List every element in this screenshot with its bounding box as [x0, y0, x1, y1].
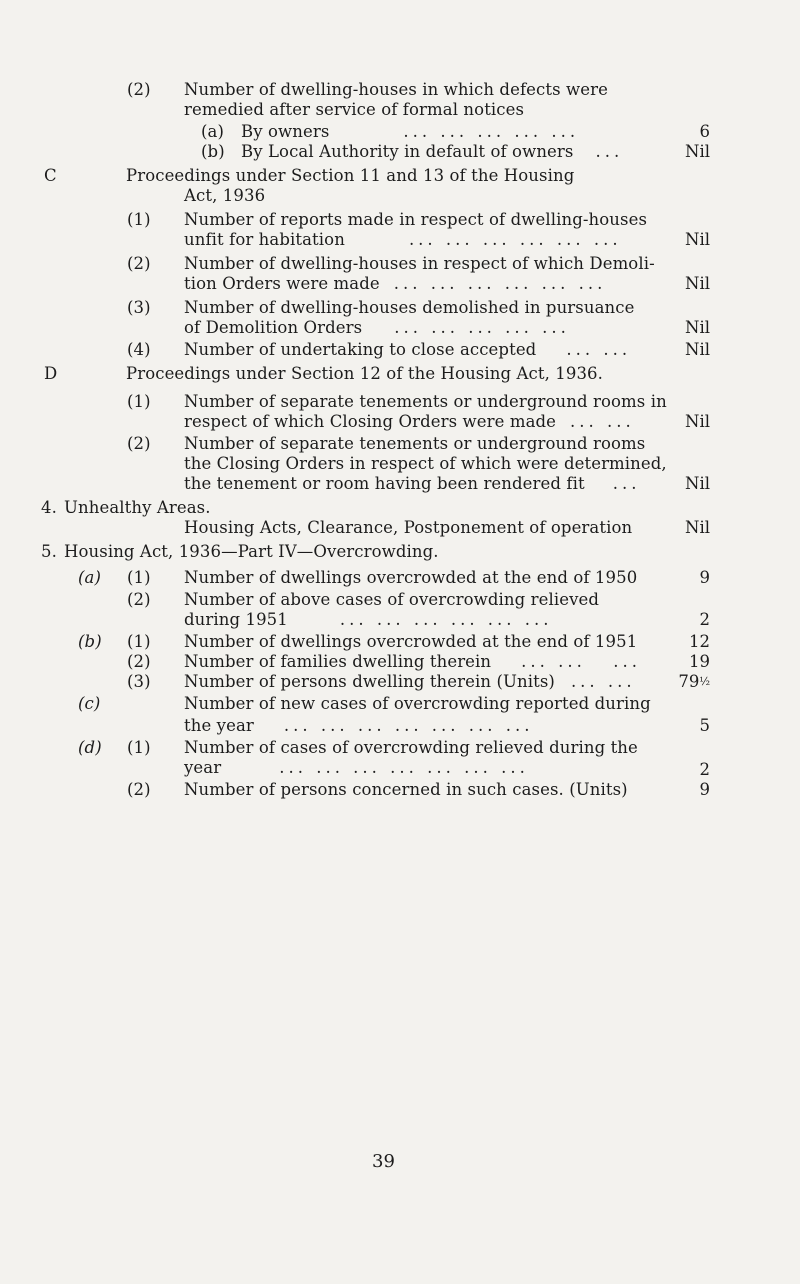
section-heading: Act, 1936 [184, 186, 266, 205]
item-value: Nil [685, 412, 710, 431]
item-text: remedied after service of formal notices [184, 100, 525, 119]
subsection-letter: (c) [78, 694, 101, 713]
item-number: (2) [127, 434, 151, 453]
item-text: Number of dwelling-houses in which defects were [184, 80, 608, 99]
section-heading: Housing Act, 1936—Part IV—Overcrowding. [64, 542, 439, 561]
item-number: (2) [127, 590, 151, 609]
subsection-letter: (b) [78, 632, 102, 651]
item-text: unfit for habitation ... ... ... ... ... ... [184, 230, 622, 249]
item-number: (3) [127, 672, 151, 691]
item-value: 79½ [678, 672, 710, 691]
item-text: Number of separate tenements or underground rooms in [184, 392, 667, 411]
item-text: Number of dwellings overcrowded at the end of 1950 [184, 568, 638, 587]
item-number: (1) [127, 210, 151, 229]
item-number: (a) [201, 122, 225, 141]
subsection-letter: (a) [78, 568, 102, 587]
item-text: Number of reports made in respect of dwelling-houses [184, 210, 648, 229]
item-number: (b) [201, 142, 225, 161]
item-value: Nil [685, 274, 710, 293]
item-text: tion Orders were made ... ... ... ... ... ... [184, 274, 607, 293]
section-heading: Proceedings under Section 12 of the Housing Act, 1936. [126, 364, 604, 383]
item-value: 9 [699, 568, 710, 587]
item-number: (2) [127, 254, 151, 273]
section-letter: D [44, 364, 58, 383]
item-text: Number of persons dwelling therein (Units) ... ... [184, 672, 636, 691]
item-text: Housing Acts, Clearance, Postponement of operation [184, 518, 633, 537]
item-number: (1) [127, 392, 151, 411]
item-number: (1) [127, 568, 151, 587]
item-value: Nil [685, 474, 710, 493]
item-text: Number of dwellings overcrowded at the end of 1951 [184, 632, 638, 651]
item-value: Nil [685, 142, 710, 161]
item-text: Number of persons concerned in such cases. (Units) [184, 780, 628, 799]
item-text: Number of undertaking to close accepted ... ... [184, 340, 632, 359]
item-number: (4) [127, 340, 151, 359]
item-text: Number of dwelling-houses in respect of which Demoli- [184, 254, 655, 273]
item-text: Number of above cases of overcrowding relieved [184, 590, 600, 609]
section-heading: Unhealthy Areas. [64, 498, 211, 517]
item-value: Nil [685, 518, 710, 537]
item-text: the year ... ... ... ... ... ... ... [184, 716, 534, 735]
item-text: of Demolition Orders ... ... ... ... ... [184, 318, 570, 337]
item-text: Number of dwelling-houses demolished in pursuance [184, 298, 635, 317]
section-number: 4. [41, 498, 57, 517]
item-text: By Local Authority in default of owners ... [241, 142, 624, 161]
item-value: 12 [689, 632, 710, 651]
item-value: 9 [699, 780, 710, 799]
item-number: (1) [127, 632, 151, 651]
item-value: 6 [699, 122, 710, 141]
page-number: 39 [372, 1151, 395, 1172]
item-value: Nil [685, 318, 710, 337]
item-text: respect of which Closing Orders were made ... ... [184, 412, 635, 431]
section-heading: Proceedings under Section 11 and 13 of the Housing [126, 166, 575, 185]
item-value: 2 [699, 610, 710, 629]
section-letter: C [44, 166, 57, 185]
item-text: Number of new cases of overcrowding reported during [184, 694, 651, 713]
item-value: Nil [685, 340, 710, 359]
item-text: Number of families dwelling therein ... ... ... [184, 652, 641, 671]
item-text: year ... ... ... ... ... ... ... [184, 758, 529, 777]
item-value: 2 [699, 760, 710, 779]
item-text: during 1951 ... ... ... ... ... ... [184, 610, 553, 629]
item-text: Number of separate tenements or underground rooms [184, 434, 646, 453]
item-number: (2) [127, 80, 151, 99]
item-number: (2) [127, 780, 151, 799]
item-number: (3) [127, 298, 151, 317]
item-value: Nil [685, 230, 710, 249]
item-text: Number of cases of overcrowding relieved during the [184, 738, 638, 757]
item-number: (2) [127, 652, 151, 671]
item-text: By owners ... ... ... ... ... [241, 122, 580, 141]
item-text: the tenement or room having been rendered fit ... [184, 474, 641, 493]
subsection-letter: (d) [78, 738, 102, 757]
item-text: the Closing Orders in respect of which were determined, [184, 454, 667, 473]
section-number: 5. [41, 542, 57, 561]
item-value: 19 [689, 652, 710, 671]
item-value: 5 [699, 716, 710, 735]
item-number: (1) [127, 738, 151, 757]
